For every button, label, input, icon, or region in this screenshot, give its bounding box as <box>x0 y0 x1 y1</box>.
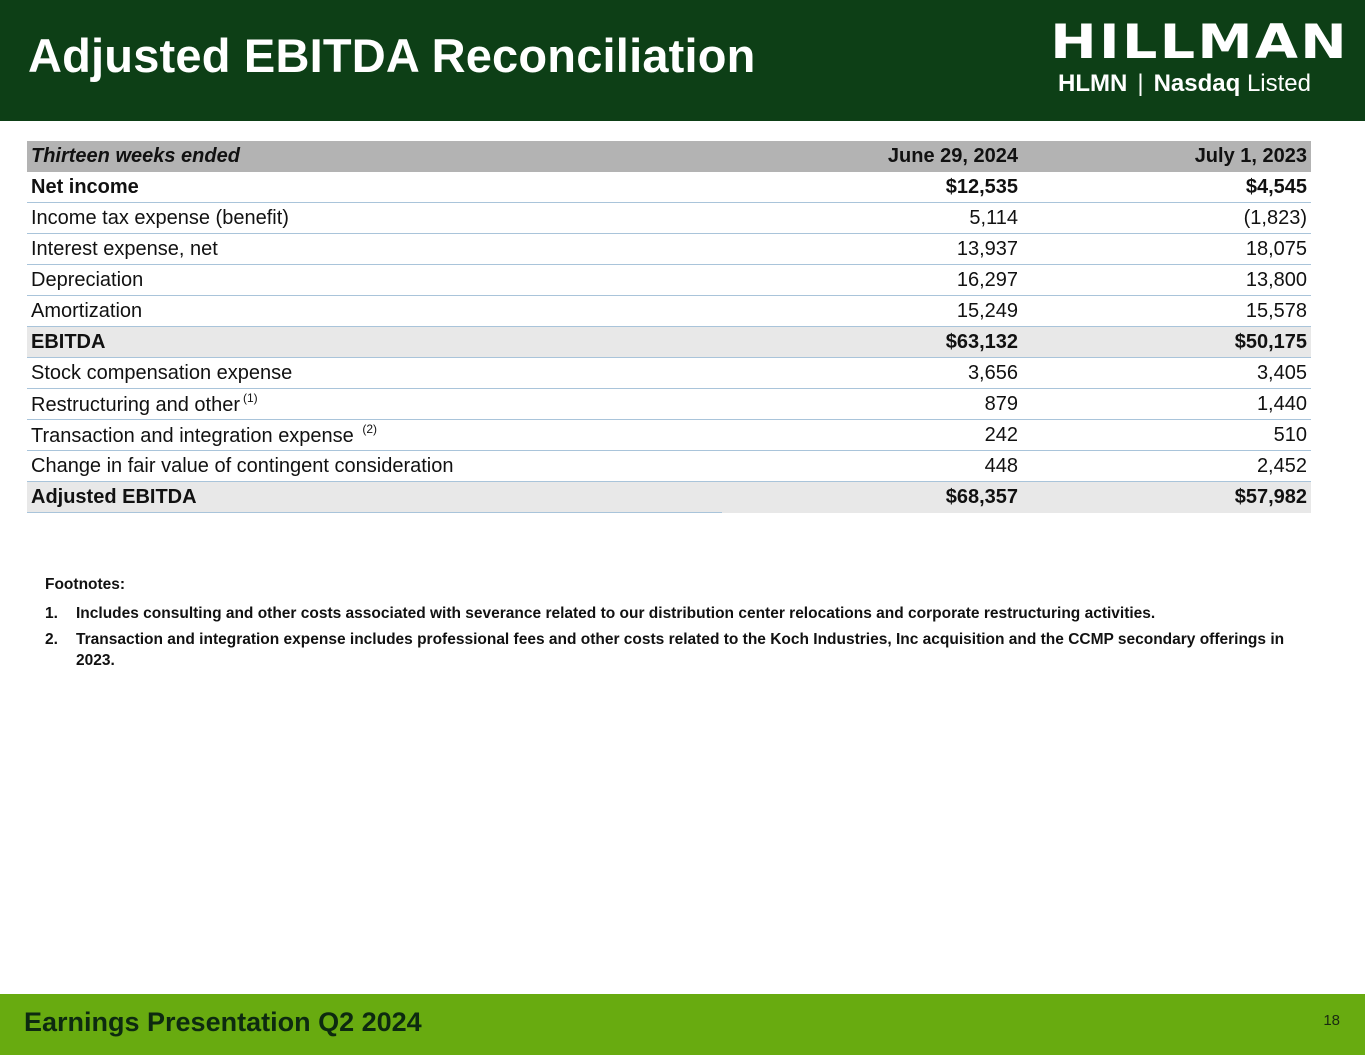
value-2023: $57,982 <box>1022 482 1311 513</box>
value-2023: (1,823) <box>1022 203 1311 234</box>
table-row-restructuring <box>27 389 1311 420</box>
row-label: Amortization <box>27 296 722 327</box>
value-2023: 1,440 <box>1022 389 1311 420</box>
value-2023: 2,452 <box>1022 451 1311 482</box>
table-row-adjusted-ebitda <box>27 482 1311 513</box>
logo-listing <box>989 70 1311 98</box>
row-label: Net income <box>27 172 722 203</box>
row-label: EBITDA <box>27 327 722 358</box>
table-row-contingent-consideration <box>27 451 1311 482</box>
row-label: Interest expense, net <box>27 234 722 265</box>
footnote-text: Transaction and integration expense includes professional fees and other costs related to the Koch Industries, Inc acquisition and the CCMP secondary offerings in 2023. <box>76 631 1285 669</box>
ebitda-reconciliation-table <box>27 141 1311 513</box>
table-row-depreciation <box>27 265 1311 296</box>
page-title: Adjusted EBITDA Reconciliation <box>28 29 756 82</box>
logo-separator: | <box>1137 70 1144 97</box>
value-2024: 5,114 <box>722 203 1022 234</box>
value-2023: $50,175 <box>1022 327 1311 358</box>
row-label: Stock compensation expense <box>27 358 722 389</box>
value-2023: $4,545 <box>1022 172 1311 203</box>
footnotes-title: Footnotes: <box>45 576 126 593</box>
logo-wordmark: HILLMAN <box>1050 15 1349 70</box>
value-2023: 13,800 <box>1022 265 1311 296</box>
footnote-item <box>45 629 1305 671</box>
value-2024: 242 <box>722 420 1022 451</box>
table-row-transaction-integration <box>27 420 1311 451</box>
footnote-number: 2. <box>45 631 58 648</box>
logo-listed: Listed <box>1246 70 1311 97</box>
table-row-interest-expense <box>27 234 1311 265</box>
value-2024: $68,357 <box>722 482 1022 513</box>
footnote-item <box>45 603 1305 624</box>
value-2024: 879 <box>722 389 1022 420</box>
footnote-number: 1. <box>45 605 58 622</box>
value-2023: 15,578 <box>1022 296 1311 327</box>
table-header-row <box>27 141 1311 172</box>
value-2024: 448 <box>722 451 1022 482</box>
value-2023: 3,405 <box>1022 358 1311 389</box>
row-label: Restructuring and other $^{(1)}$ <box>27 389 722 420</box>
logo-ticker: HLMN <box>1058 70 1128 97</box>
value-2024: $12,535 <box>722 172 1022 203</box>
value-2024: 15,249 <box>722 296 1022 327</box>
table-row-amortization <box>27 296 1311 327</box>
footnote-ref: (2) <box>362 422 378 436</box>
footnote-ref: (1) <box>243 391 258 405</box>
row-label: Adjusted EBITDA <box>27 482 722 513</box>
header-bar <box>0 0 1365 121</box>
value-2024: 3,656 <box>722 358 1022 389</box>
table-row-income-tax <box>27 203 1311 234</box>
page-number: 18 <box>1323 1012 1340 1029</box>
row-label: Depreciation <box>27 265 722 296</box>
table-row-net-income <box>27 172 1311 203</box>
footer-bar <box>0 994 1365 1055</box>
column-header-2023: July 1, 2023 <box>1022 141 1311 172</box>
footnotes-section <box>45 576 1305 676</box>
row-label: Change in fair value of contingent consideration <box>27 451 722 482</box>
footer-title: Earnings Presentation Q2 2024 <box>24 1007 422 1037</box>
value-2024: 16,297 <box>722 265 1022 296</box>
row-label: Transaction and integration expense $^{(2)}$ <box>27 420 722 451</box>
value-2024: 13,937 <box>722 234 1022 265</box>
hillman-logo <box>989 15 1349 100</box>
row-label: Income tax expense (benefit) <box>27 203 722 234</box>
value-2023: 18,075 <box>1022 234 1311 265</box>
table-row-ebitda <box>27 327 1311 358</box>
column-header-2024: June 29, 2024 <box>722 141 1022 172</box>
value-2024: $63,132 <box>722 327 1022 358</box>
value-2023: 510 <box>1022 420 1311 451</box>
footnote-text: Includes consulting and other costs associated with severance related to our distribution center relocations and corporate restructuring activities. <box>76 605 1156 622</box>
column-header-period: Thirteen weeks ended <box>27 141 722 172</box>
table-row-stock-compensation <box>27 358 1311 389</box>
logo-exchange: Nasdaq <box>1153 70 1241 97</box>
